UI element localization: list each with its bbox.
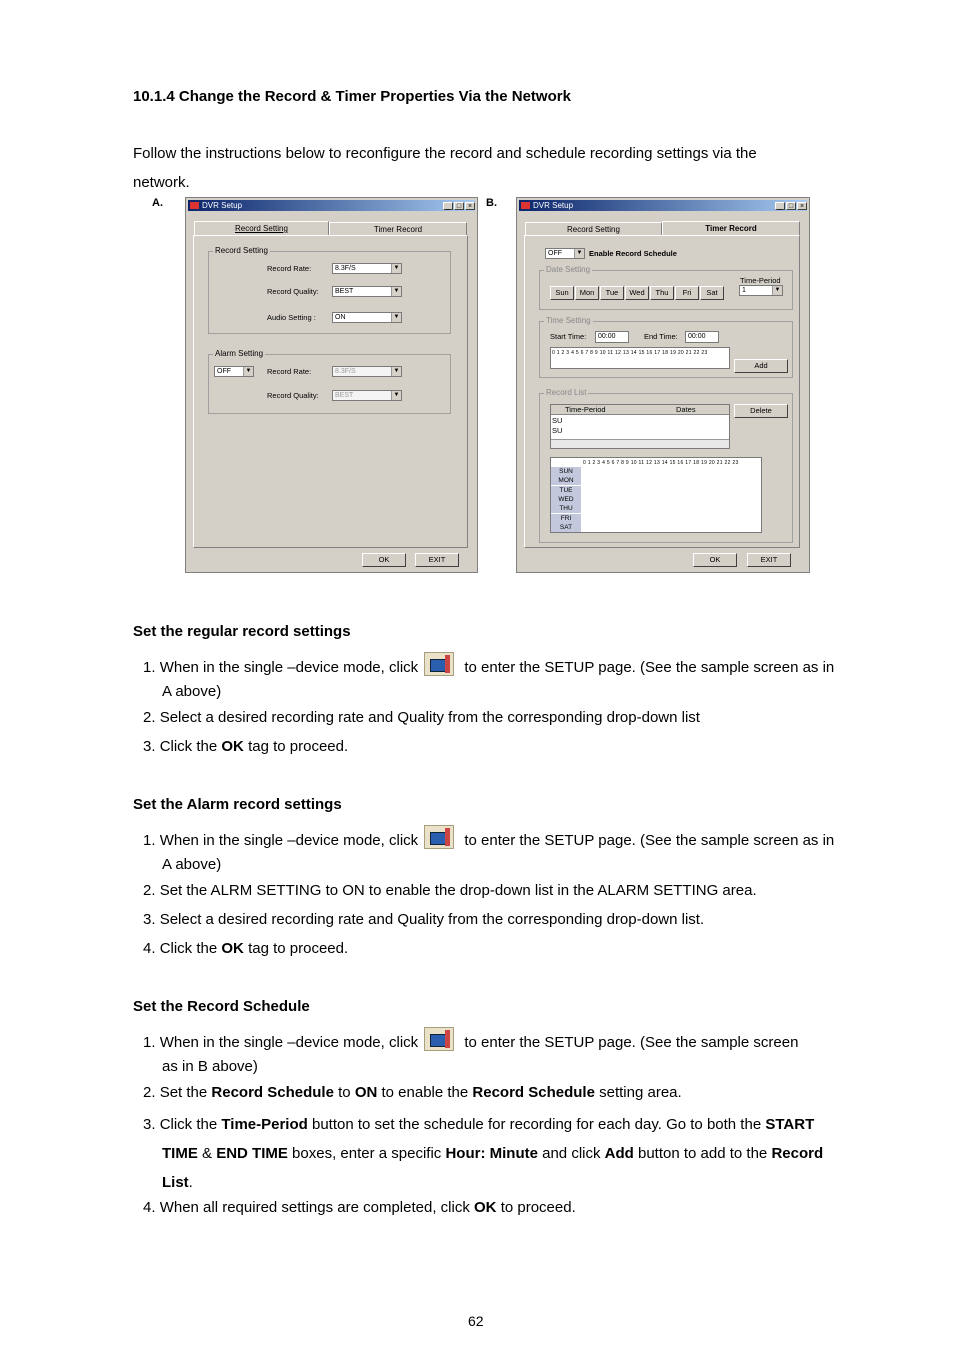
figure-b-label: B.: [486, 197, 497, 209]
chevron-down-icon: ▼: [391, 391, 401, 400]
alarm-switch-select[interactable]: OFF ▼: [214, 366, 254, 377]
list-item: 3. Click the Time-Period button to set the schedule for recording for each day. Go to both the START TIME & END TIME boxes, enter a specific Hour: Minute and click Add button to add to the Record List.: [143, 1116, 824, 1191]
record-quality-select[interactable]: BEST ▼: [332, 286, 402, 297]
date-setting-group: [539, 265, 793, 310]
minimize-button[interactable]: _: [775, 202, 785, 210]
group-label: Date Setting: [546, 265, 591, 274]
timer-record-panel: [524, 235, 800, 548]
record-rate-select[interactable]: 8.3F/S ▼: [332, 263, 402, 274]
ok-button[interactable]: OK: [362, 553, 406, 567]
day-button-sun[interactable]: Sun: [550, 286, 574, 300]
audio-setting-select[interactable]: ON ▼: [332, 312, 402, 323]
setup-icon: [424, 825, 454, 849]
setup-icon: [424, 652, 454, 676]
record-setting-panel: [193, 235, 468, 548]
list-item: 3. Click the OK tag to proceed.: [143, 738, 349, 755]
day-button-wed[interactable]: Wed: [625, 286, 649, 300]
intro-text: Follow the instructions below to reconfigure the record and schedule recording settings via the: [133, 145, 757, 162]
alarm-rate-select[interactable]: 8.3F/S ▼: [332, 366, 402, 377]
tab-record-setting[interactable]: Record Setting: [194, 221, 329, 235]
chevron-down-icon: ▼: [391, 264, 401, 273]
window-title: DVR Setup: [533, 201, 574, 210]
record-list-group: [539, 388, 793, 543]
list-item: 1. When in the single –device mode, click to enter the SETUP page. (See the sample screen as in B above): [143, 1027, 888, 1079]
maximize-button[interactable]: □: [786, 202, 796, 210]
chevron-down-icon: ▼: [391, 313, 401, 322]
end-time-label: End Time:: [644, 332, 678, 341]
window-title-bar: [188, 200, 475, 211]
app-logo-icon: [190, 202, 199, 209]
start-time-label: Start Time:: [550, 332, 587, 341]
tab-timer-record[interactable]: Timer Record: [662, 221, 800, 235]
audio-setting-label: Audio Setting :: [267, 313, 316, 322]
alarm-quality-label: Record Quality:: [267, 391, 319, 400]
app-logo-icon: [521, 202, 530, 209]
chevron-down-icon: ▼: [772, 286, 782, 295]
chevron-down-icon: ▼: [391, 287, 401, 296]
weekday-row-sat: SAT: [551, 523, 581, 532]
page-number: 62: [468, 1313, 484, 1329]
table-row[interactable]: SU: [552, 416, 563, 425]
record-rate-label: Record Rate:: [267, 264, 312, 273]
list-item: 2. Set the ALRM SETTING to ON to enable the drop-down list in the ALARM SETTING area.: [143, 882, 757, 899]
window-title: DVR Setup: [202, 201, 243, 210]
tab-timer-record[interactable]: Timer Record: [329, 222, 467, 236]
exit-button[interactable]: EXIT: [747, 553, 791, 567]
list-item: 2. Select a desired recording rate and Quality from the corresponding drop-down list: [143, 709, 700, 726]
col-time-period: Time-Period: [565, 405, 606, 414]
delete-button[interactable]: Delete: [734, 404, 788, 418]
group-label: Alarm Setting: [215, 349, 264, 358]
section-heading: Set the Alarm record settings: [133, 796, 342, 813]
time-period-select[interactable]: 1 ▼: [739, 285, 783, 296]
alarm-quality-select[interactable]: BEST ▼: [332, 390, 402, 401]
setup-icon: [424, 1027, 454, 1051]
weekly-schedule-grid: [550, 457, 762, 533]
day-button-mon[interactable]: Mon: [575, 286, 599, 300]
exit-button[interactable]: EXIT: [415, 553, 459, 567]
day-button-tue[interactable]: Tue: [600, 286, 624, 300]
section-heading: Set the Record Schedule: [133, 998, 310, 1015]
horizontal-scrollbar[interactable]: [551, 439, 729, 448]
weekday-row-thu: THU: [551, 504, 581, 513]
alarm-rate-label: Record Rate:: [267, 367, 312, 376]
time-bar: [550, 347, 730, 369]
chevron-down-icon: ▼: [391, 367, 401, 376]
group-label: Time Setting: [546, 316, 591, 325]
hour-scale: 0 1 2 3 4 5 6 7 8 9 10 11 12 13 14 15 16 17 18 19 20 21 22 23: [583, 460, 739, 466]
ok-button[interactable]: OK: [693, 553, 737, 567]
section-title: 10.1.4 Change the Record & Timer Properties Via the Network: [133, 88, 571, 105]
weekday-row-sun: SUN: [551, 467, 581, 476]
weekday-row-tue: TUE: [551, 486, 581, 495]
group-label: Record List: [546, 388, 587, 397]
list-item: 4. Click the OK tag to proceed.: [143, 940, 349, 957]
list-item: 4. When all required settings are completed, click OK to proceed.: [143, 1199, 576, 1216]
list-item: 2. Set the Record Schedule to ON to enable the Record Schedule setting area.: [143, 1084, 682, 1101]
dvr-setup-window-a: [185, 197, 478, 573]
chevron-down-icon: ▼: [574, 249, 584, 258]
day-button-fri[interactable]: Fri: [675, 286, 699, 300]
window-title-bar: [519, 200, 807, 211]
dvr-setup-window-b: [516, 197, 810, 573]
weekday-row-wed: WED: [551, 495, 581, 504]
minimize-button[interactable]: _: [443, 202, 453, 210]
enable-schedule-label: Enable Record Schedule: [589, 249, 677, 258]
close-button[interactable]: ×: [797, 202, 807, 210]
schedule-switch-select[interactable]: OFF ▼: [545, 248, 585, 259]
chevron-down-icon: ▼: [243, 367, 253, 376]
hour-scale: 0 1 2 3 4 5 6 7 8 9 10 11 12 13 14 15 16 17 18 19 20 21 22 23: [552, 350, 708, 356]
col-dates: Dates: [676, 405, 696, 414]
time-setting-group: [539, 316, 793, 378]
list-item: 1. When in the single –device mode, click to enter the SETUP page. (See the sample screen as in A above): [143, 652, 888, 704]
tab-record-setting[interactable]: Record Setting: [525, 222, 662, 236]
intro-text-cont: network.: [133, 174, 190, 191]
record-list-table: [550, 404, 730, 449]
day-button-thu[interactable]: Thu: [650, 286, 674, 300]
weekday-row-fri: FRI: [551, 514, 581, 523]
record-setting-group: [208, 246, 451, 334]
add-button[interactable]: Add: [734, 359, 788, 373]
weekday-row-mon: MON: [551, 476, 581, 485]
list-item: 1. When in the single –device mode, click to enter the SETUP page. (See the sample screen as in A above): [143, 825, 888, 877]
table-header: [551, 405, 729, 415]
close-button[interactable]: ×: [465, 202, 475, 210]
list-item: 3. Select a desired recording rate and Quality from the corresponding drop-down list.: [143, 911, 705, 928]
maximize-button[interactable]: □: [454, 202, 464, 210]
alarm-setting-group: [208, 349, 451, 414]
group-label: Record Setting: [215, 246, 268, 255]
time-period-label: Time-Period: [740, 276, 781, 285]
table-row[interactable]: SU: [552, 426, 563, 435]
day-button-sat[interactable]: Sat: [700, 286, 724, 300]
section-heading: Set the regular record settings: [133, 623, 351, 640]
end-time-input[interactable]: 00:00: [685, 331, 719, 343]
record-quality-label: Record Quality:: [267, 287, 319, 296]
start-time-input[interactable]: 00:00: [595, 331, 629, 343]
figure-a-label: A.: [152, 197, 163, 209]
